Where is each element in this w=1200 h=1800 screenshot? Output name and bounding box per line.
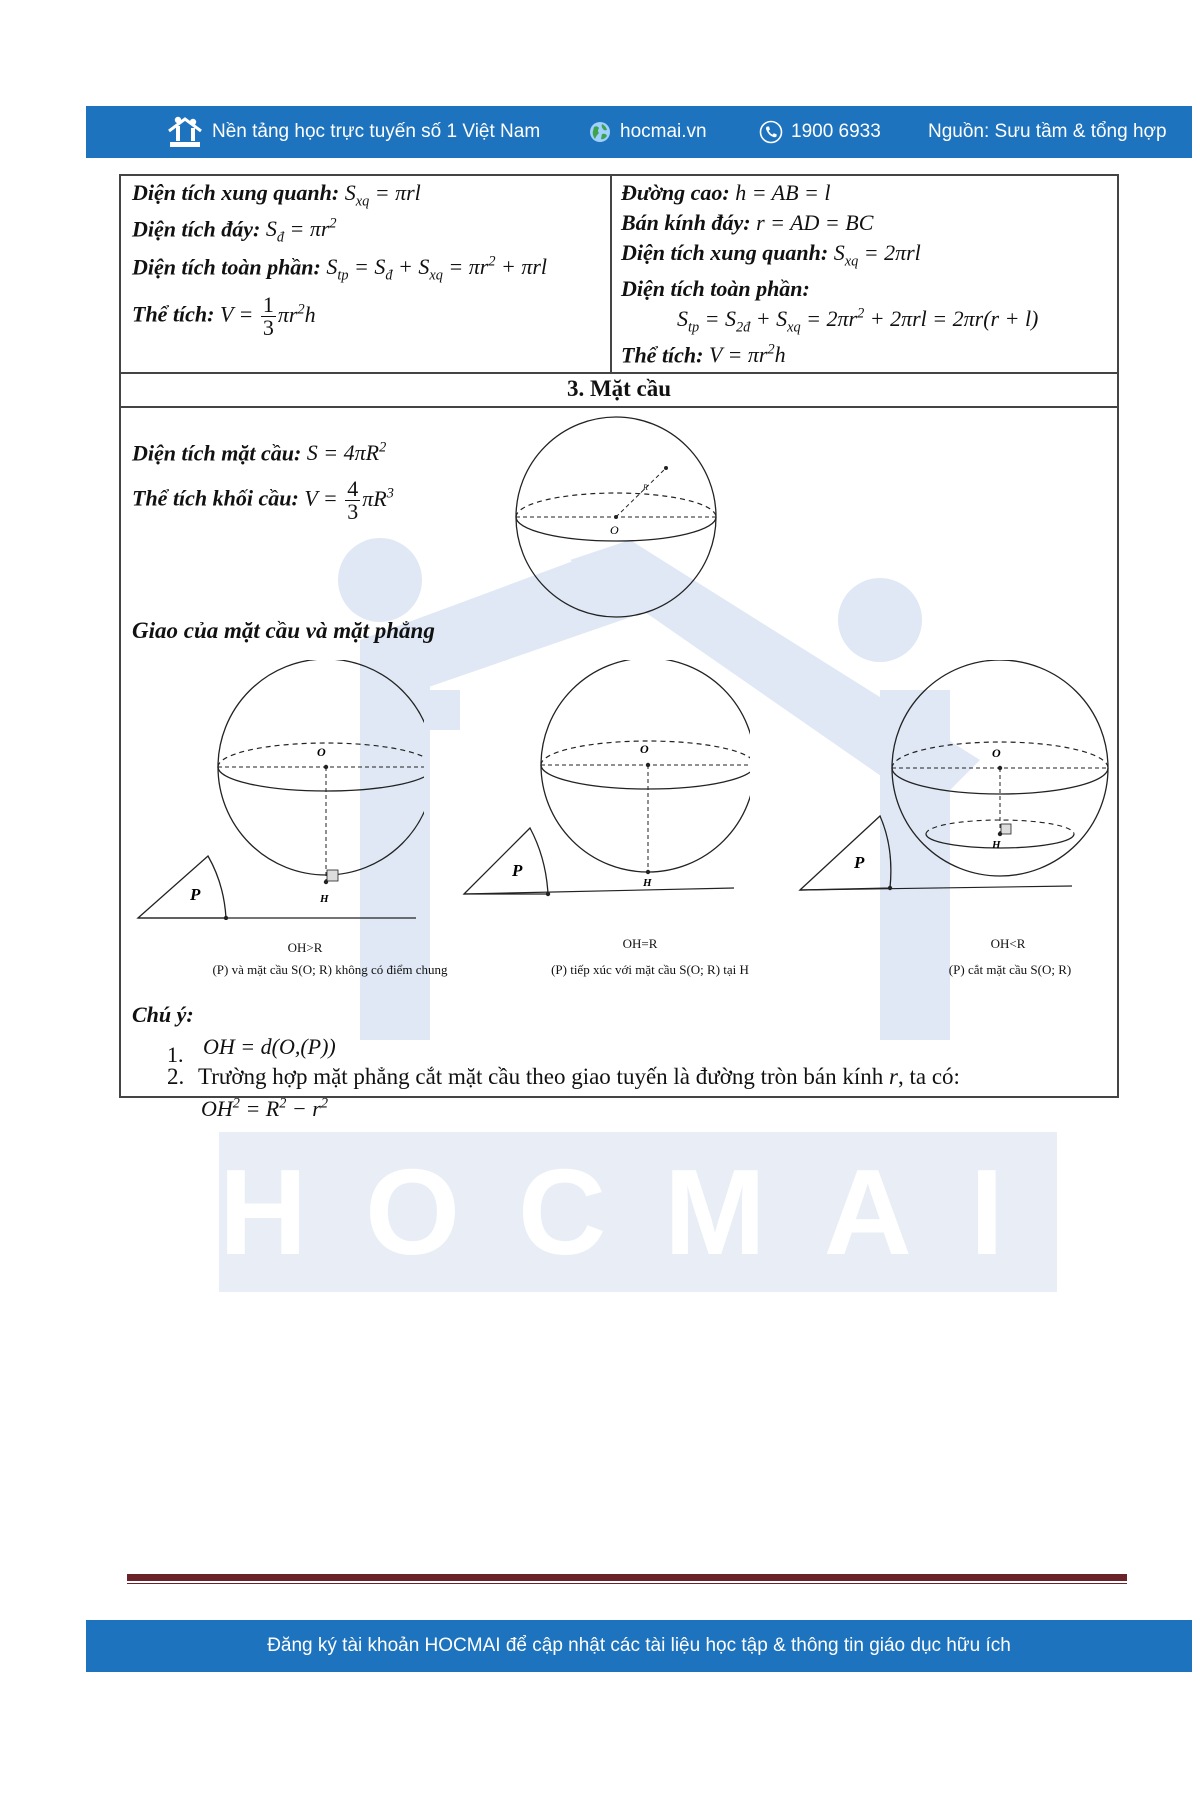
column-divider bbox=[610, 176, 612, 372]
svg-text:P: P bbox=[854, 853, 865, 872]
footer-rule-thin bbox=[127, 1583, 1127, 1584]
note-item-2-formula: $OH^2 = R^2 - r^2$ bbox=[201, 1096, 328, 1122]
phone-link[interactable] bbox=[759, 106, 881, 158]
cylinder-height: Đường cao: h = AB = l bbox=[621, 180, 831, 205]
cylinder-volume: Thể tích: $V = \pi r^2h$ bbox=[621, 342, 786, 368]
cone-lateral-area: Diện tích xung quanh: $S_{xq} = \pi rl$ bbox=[132, 180, 421, 210]
svg-text:O: O bbox=[992, 746, 1001, 760]
website-link[interactable] bbox=[588, 106, 707, 158]
cone-volume: Thể tích: V = $\frac{1}{3}$ $\pi r^2h$ bbox=[132, 292, 316, 340]
note-title: Chú ý: bbox=[132, 1002, 194, 1027]
formula-table bbox=[119, 174, 1119, 1122]
sphere-area: Diện tích mặt cầu: $S = 4\pi R^2$ bbox=[132, 440, 387, 466]
cylinder-lateral-area: Diện tích xung quanh: $S_{xq} = 2\pi rl$ bbox=[621, 240, 921, 270]
globe-icon bbox=[588, 120, 612, 144]
phone-text: 1900 6933 bbox=[791, 121, 881, 142]
svg-text:H: H bbox=[643, 877, 652, 889]
sphere-diagram bbox=[506, 412, 726, 622]
website-text: hocmai.vn bbox=[620, 121, 707, 142]
source-text: Nguồn: Sưu tầm & tổng hợp bbox=[928, 121, 1167, 142]
case-tangent-diagram bbox=[460, 660, 750, 900]
footer-rule bbox=[127, 1574, 1127, 1581]
svg-text:R: R bbox=[643, 483, 648, 492]
cone-total-area: Diện tích toàn phần: $S_{tp} = S_đ + S_{xq} = \pi r^2 + \pi rl$ bbox=[132, 254, 548, 284]
svg-text:O: O bbox=[317, 745, 326, 759]
slogan-text: Nền tảng học trực tuyến số 1 Việt Nam bbox=[212, 121, 541, 142]
source-note bbox=[928, 106, 1167, 158]
svg-text:P: P bbox=[190, 885, 201, 904]
note-item-1: 1. OH = d(O,(P)) bbox=[167, 1034, 336, 1067]
note-item-2: 2. Trường hợp mặt phẳng cắt mặt cầu theo giao tuyến là đường tròn bán kính r, ta có: bbox=[167, 1064, 960, 1089]
cylinder-radius: Bán kính đáy: r = AD = BC bbox=[621, 210, 874, 235]
watermark-text: HOCMAI bbox=[219, 1132, 1057, 1292]
footer-bar[interactable] bbox=[86, 1620, 1192, 1672]
header-bar bbox=[86, 106, 1192, 158]
footer-text: Đăng ký tài khoản HOCMAI để cập nhật các tài liệu học tập & thông tin giáo dục hữu ích bbox=[267, 1635, 1011, 1656]
intersection-title: Giao của mặt cầu và mặt phẳng bbox=[132, 618, 435, 643]
case-no-intersection-diagram bbox=[134, 660, 424, 920]
sphere-volume: Thể tích khối cầu: V = $\frac{4}{3}$ $\pi R^3$ bbox=[132, 476, 394, 524]
hocmai-logo-icon bbox=[166, 115, 204, 149]
svg-text:P: P bbox=[512, 861, 523, 880]
slogan bbox=[166, 106, 540, 158]
sphere-section-title: 3. Mặt cầu bbox=[121, 372, 1117, 408]
svg-text:H: H bbox=[992, 839, 1001, 851]
cone-base-area: Diện tích đáy: $S_đ = \pi r^2$ bbox=[132, 216, 337, 246]
cylinder-total-area: Diện tích toàn phần: bbox=[621, 276, 810, 301]
phone-icon bbox=[759, 120, 783, 144]
svg-text:O: O bbox=[640, 742, 649, 756]
cylinder-total-area-formula: $S_{tp} = S_{2đ} + S_{xq} = 2\pi r^2 + 2\pi rl = 2\pi r(r + l)$ bbox=[677, 306, 1039, 336]
case-intersecting-diagram bbox=[792, 660, 1122, 900]
svg-text:O: O bbox=[610, 523, 619, 537]
svg-text:H: H bbox=[320, 893, 329, 905]
